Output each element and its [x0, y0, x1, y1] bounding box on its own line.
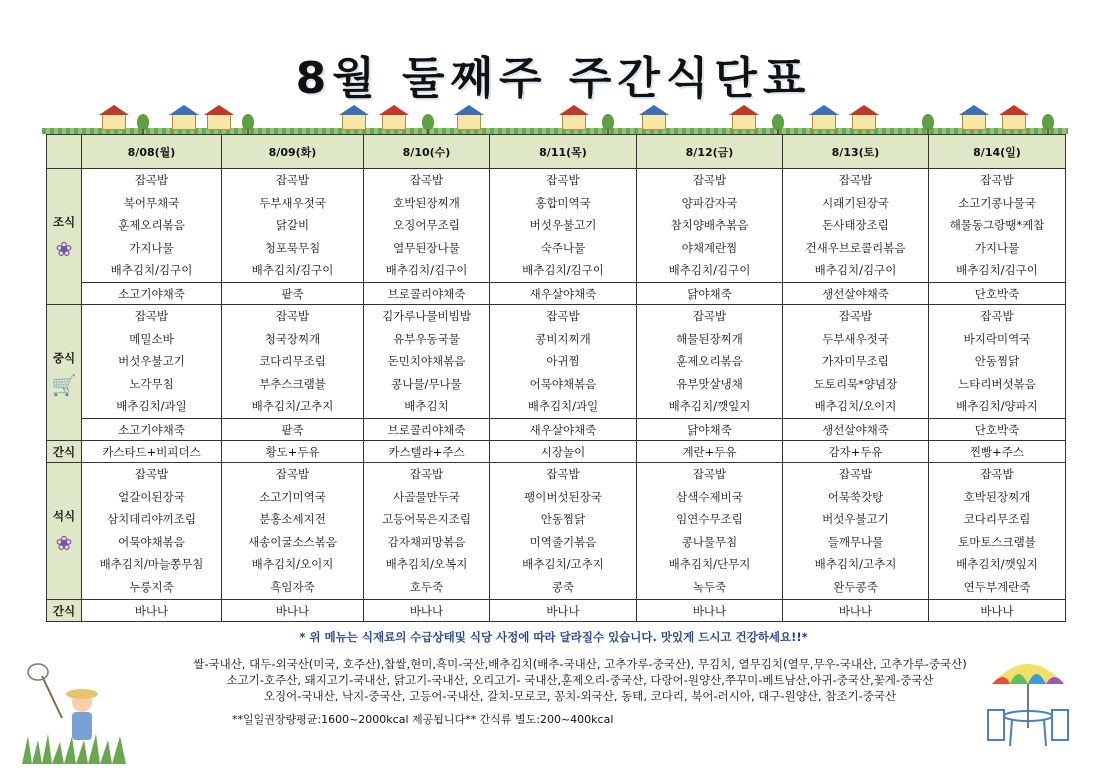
menu-item: 어묵야채볶음 — [529, 376, 597, 391]
house-decoration — [172, 114, 196, 130]
menu-item: 배추김치/고추지 — [814, 557, 897, 572]
menu-item: 배추김치/김구이 — [814, 263, 897, 278]
menu-cell — [222, 305, 364, 419]
menu-item: 잡곡밥 — [134, 467, 169, 481]
menu-cell — [364, 463, 490, 600]
menu-cell — [929, 600, 1066, 622]
village-decoration — [42, 104, 1068, 134]
menu-item: 느타리버섯볶음 — [958, 376, 1036, 391]
menu-cell — [637, 463, 783, 600]
menu-item: 훈제오리볶음 — [118, 218, 185, 233]
menu-row — [47, 463, 1066, 600]
menu-row — [47, 283, 1066, 305]
menu-cell — [364, 283, 490, 305]
menu-item: 흑임자죽 — [270, 579, 315, 594]
tree-decoration — [772, 114, 784, 130]
menu-row — [47, 419, 1066, 441]
house-decoration — [1002, 114, 1026, 130]
menu-item: 얼갈이된장국 — [118, 489, 185, 504]
menu-item: 배추김치/깻잎지 — [668, 399, 751, 414]
menu-cell — [222, 441, 364, 463]
menu-item: 유부맛살냉채 — [676, 376, 743, 391]
menu-cell — [929, 305, 1066, 419]
menu-item: 잡곡밥 — [980, 467, 1014, 481]
menu-item: 황도+두유 — [265, 444, 320, 459]
menu-item: 잡곡밥 — [275, 467, 310, 481]
menu-cell — [222, 283, 364, 305]
day-header: 8/13(토) — [783, 135, 929, 169]
page-title: 8월 둘째주 주간식단표 — [295, 53, 812, 104]
day-header: 8/14(일) — [929, 135, 1066, 169]
menu-item: 생선살야채죽 — [822, 286, 889, 301]
menu-item: 감자채피망볶음 — [387, 534, 466, 549]
menu-item: 바지락미역국 — [963, 331, 1031, 346]
house-decoration — [342, 114, 366, 130]
menu-cell — [82, 600, 222, 622]
menu-item: 임연수무조림 — [676, 512, 743, 527]
menu-item: 홍합미역국 — [535, 195, 591, 210]
menu-item: 가지나물 — [974, 240, 1020, 255]
house-decoration — [732, 114, 756, 130]
menu-item: 어묵야채볶음 — [118, 534, 185, 549]
menu-item: 브로콜리야채죽 — [387, 286, 466, 301]
menu-item: 바나나 — [546, 603, 580, 618]
menu-item: 바나나 — [692, 603, 727, 618]
menu-item: 토마토스크램블 — [958, 534, 1036, 549]
menu-cell — [783, 169, 929, 283]
menu-cell — [364, 600, 490, 622]
meal-label-cell — [47, 441, 82, 463]
day-header: 8/09(화) — [222, 135, 364, 169]
menu-row — [47, 441, 1066, 463]
menu-item: 소고기콩나물국 — [958, 195, 1036, 210]
menu-item: 카스텔라+주스 — [388, 444, 465, 459]
menu-item: 콩비지찌개 — [535, 331, 591, 346]
menu-item: 소고기미역국 — [259, 489, 326, 504]
menu-item: 부추스크램블 — [259, 376, 326, 391]
menu-item: 해물동그랑땡*케찹 — [949, 218, 1045, 233]
menu-item: 잡곡밥 — [692, 467, 727, 481]
menu-item: 잡곡밥 — [546, 173, 580, 187]
menu-item: 호박된장찌개 — [393, 195, 460, 210]
menu-item: 삼색수제비국 — [676, 489, 743, 504]
tree-decoration — [242, 114, 254, 130]
menu-cell — [637, 600, 783, 622]
menu-item: 배추김치/김구이 — [110, 263, 193, 278]
menu-item: 호두죽 — [409, 579, 444, 594]
menu-row — [47, 600, 1066, 622]
meal-label-cell — [47, 600, 82, 622]
menu-item: 잡곡밥 — [692, 173, 727, 187]
menu-item: 카스타드+비피더스 — [102, 444, 201, 459]
menu-item: 바나나 — [980, 603, 1014, 618]
menu-cell — [490, 463, 637, 600]
menu-cell — [637, 283, 783, 305]
day-header: 8/12(금) — [637, 135, 783, 169]
notice-text: * 위 메뉴는 식재료의 수급상태및 식당 사정에 따라 달라질수 있습니다. 맛있게 드시고 건강하세요!!* — [299, 630, 808, 644]
menu-item: 안동찜닭 — [974, 354, 1020, 369]
menu-item: 시장놀이 — [540, 444, 586, 459]
meal-label: 석식 — [52, 509, 76, 523]
menu-item: 잡곡밥 — [134, 309, 169, 323]
tree-decoration — [137, 114, 149, 130]
menu-item: 노각무침 — [129, 376, 174, 391]
menu-item: 닭야채죽 — [687, 286, 732, 301]
menu-item: 코다리무조림 — [963, 512, 1031, 527]
menu-item: 코다리무조림 — [259, 354, 326, 369]
menu-item: 잡곡밥 — [980, 309, 1014, 323]
menu-item: 배추김치/오복지 — [385, 557, 468, 572]
menu-cell — [783, 441, 929, 463]
menu-item: 들깨무나물 — [827, 534, 884, 549]
menu-item: 메밀소바 — [129, 331, 174, 346]
menu-cell — [490, 419, 637, 441]
farmer-illustration — [22, 656, 132, 764]
day-header-row — [47, 135, 1066, 169]
menu-item: 팥죽 — [281, 286, 304, 301]
menu-item: 잡곡밥 — [134, 173, 169, 187]
menu-item: 바나나 — [838, 603, 873, 618]
menu-item: 잡곡밥 — [409, 173, 444, 187]
weekly-menu-table — [46, 134, 1066, 622]
menu-item: 팽이버섯된장국 — [524, 489, 602, 504]
menu-item: 가지나물 — [129, 240, 174, 255]
kcal-note: **일일권장량평균:1600~2000kcal 제공됩니다** 간식류 별도:200~400kcal — [232, 713, 614, 726]
menu-item: 양파감자국 — [681, 195, 738, 210]
menu-cell — [82, 283, 222, 305]
tree-decoration — [1042, 114, 1054, 130]
house-decoration — [962, 114, 986, 130]
tree-decoration — [602, 114, 614, 130]
menu-item: 배추김치/김구이 — [522, 263, 604, 278]
menu-cell — [490, 441, 637, 463]
menu-item: 새우살야채죽 — [529, 286, 597, 301]
menu-item: 팥죽 — [281, 422, 304, 437]
menu-cell — [222, 600, 364, 622]
menu-item: 유부우동국물 — [393, 331, 460, 346]
menu-item: 사골물만두국 — [393, 489, 460, 504]
menu-item: 잡곡밥 — [546, 467, 580, 481]
menu-cell — [364, 419, 490, 441]
house-decoration — [382, 114, 406, 130]
menu-item: 콩죽 — [551, 579, 575, 594]
meal-label: 중식 — [52, 350, 76, 365]
menu-item: 두부새우젓국 — [259, 195, 326, 210]
menu-cell — [364, 305, 490, 419]
menu-cell — [637, 169, 783, 283]
menu-item: 연두부계란죽 — [963, 579, 1031, 594]
menu-cell — [490, 600, 637, 622]
menu-item: 가자미무조림 — [822, 354, 889, 369]
menu-item: 배추김치/오이지 — [814, 399, 897, 414]
house-decoration — [852, 114, 876, 130]
menu-cell — [82, 169, 222, 283]
menu-item: 훈제오리볶음 — [676, 354, 743, 369]
menu-item: 배추김치/고추지 — [522, 557, 604, 572]
menu-row — [47, 169, 1066, 283]
menu-item: 버섯우불고기 — [822, 512, 889, 527]
menu-item: 청포묵무침 — [264, 240, 321, 255]
day-header: 8/08(월) — [82, 135, 222, 169]
menu-item: 야채계란찜 — [681, 240, 738, 255]
menu-item: 삼치데리야끼조림 — [107, 512, 196, 527]
menu-item: 계란+두유 — [682, 444, 737, 459]
menu-cell — [783, 305, 929, 419]
meal-label: 간식 — [52, 444, 76, 459]
corner-cell — [47, 135, 82, 169]
house-decoration — [642, 114, 666, 130]
menu-item: 아귀찜 — [546, 354, 580, 369]
menu-item: 잡곡밥 — [838, 467, 873, 481]
meal-label-cell — [47, 169, 82, 305]
flower-icon: ❀ — [55, 531, 73, 555]
menu-item: 배추김치/김구이 — [956, 263, 1038, 278]
menu-cell — [637, 305, 783, 419]
menu-cell — [364, 441, 490, 463]
menu-item: 잡곡밥 — [838, 309, 873, 323]
menu-item: 소고기야채죽 — [118, 286, 185, 301]
menu-item: 소고기야채죽 — [118, 422, 185, 437]
menu-item: 두부새우젓국 — [822, 331, 889, 346]
menu-item: 해물된장찌개 — [676, 331, 743, 346]
house-decoration — [812, 114, 836, 130]
menu-item: 누룽지죽 — [129, 579, 174, 594]
menu-item: 잡곡밥 — [692, 309, 727, 323]
menu-item: 배추김치/단무지 — [668, 557, 751, 572]
menu-item: 배추김치/김구이 — [668, 263, 751, 278]
menu-item: 녹두죽 — [692, 579, 727, 594]
menu-item: 미역줄기볶음 — [529, 534, 597, 549]
menu-cell — [929, 463, 1066, 600]
menu-item: 콩나물/무나물 — [391, 376, 462, 391]
menu-cell — [82, 441, 222, 463]
menu-item: 분홍소세지전 — [259, 512, 326, 527]
menu-cell — [783, 600, 929, 622]
house-decoration — [562, 114, 586, 130]
menu-item: 북어무채국 — [123, 195, 180, 210]
menu-cell — [82, 419, 222, 441]
menu-item: 건새우브로콜리볶음 — [805, 240, 906, 255]
menu-cell — [783, 463, 929, 600]
menu-cell — [490, 283, 637, 305]
menu-item: 배추김치 — [404, 399, 449, 414]
menu-item: 시래기된장국 — [822, 195, 889, 210]
menu-item: 열무된장나물 — [393, 240, 460, 255]
menu-item: 안동찜닭 — [540, 512, 586, 527]
menu-item: 잡곡밥 — [980, 173, 1014, 187]
menu-item: 숙주나물 — [540, 240, 586, 255]
menu-item: 돈민치야채볶음 — [387, 354, 466, 369]
menu-cell — [222, 169, 364, 283]
menu-item: 도토리묵*양념장 — [813, 376, 898, 391]
menu-cell — [929, 419, 1066, 441]
menu-item: 배추김치/김구이 — [385, 263, 468, 278]
menu-item: 바나나 — [409, 603, 444, 618]
menu-item: 오징어무조림 — [393, 218, 460, 233]
menu-cell — [929, 283, 1066, 305]
menu-item: 생선살야채죽 — [822, 422, 889, 437]
menu-item: 새송이굴소스볶음 — [248, 534, 337, 549]
cart-icon: 🛒 — [51, 372, 77, 397]
menu-item: 배추김치/깻잎지 — [956, 557, 1038, 572]
menu-item: 배추김치/과일 — [527, 399, 599, 414]
day-header: 8/10(수) — [364, 135, 490, 169]
menu-item: 배추김치/김구이 — [251, 263, 334, 278]
origin-line-3: 오징어-국내산, 낙지-중국산, 고등어-국내산, 갈치-모로코, 꽁치-외국산, 동태, 코다리, 북어-러시아, 대구-원양산, 참조기-중국산 — [263, 689, 897, 703]
meal-label: 간식 — [52, 603, 76, 618]
flower-icon: ❀ — [55, 236, 73, 261]
menu-item: 잡곡밥 — [275, 173, 310, 187]
menu-item: 버섯우불고기 — [118, 354, 185, 369]
menu-cell — [222, 419, 364, 441]
house-decoration — [207, 114, 231, 130]
menu-item: 잡곡밥 — [275, 309, 310, 323]
meal-label: 조식 — [52, 214, 76, 229]
menu-item: 참치양배추볶음 — [670, 218, 749, 233]
menu-item: 감자+두유 — [828, 444, 883, 459]
menu-item: 어묵쑥갓탕 — [827, 489, 884, 504]
menu-item: 브로콜리야채죽 — [387, 422, 466, 437]
umbrella-table-illustration — [982, 650, 1074, 750]
menu-item: 배추김치/오이지 — [251, 557, 334, 572]
menu-cell — [222, 463, 364, 600]
menu-item: 단호박죽 — [974, 286, 1020, 301]
menu-item: 바나나 — [134, 603, 169, 618]
menu-item: 완두콩죽 — [833, 579, 878, 594]
origin-line-1: 쌀-국내산, 대두-외국산(미국, 호주산),찹쌀,현미,흑미-국산,배추김치(배추-국내산, 고추가루-중국산), 무김치, 열무김치(열무,무우-국내산, 고추가루-중국산) — [193, 657, 967, 671]
meal-label-cell — [47, 463, 82, 600]
menu-cell — [364, 169, 490, 283]
tree-decoration — [922, 114, 934, 130]
menu-cell — [637, 419, 783, 441]
menu-item: 버섯우불고기 — [529, 218, 597, 233]
menu-item: 배추김치/고추지 — [251, 399, 334, 414]
menu-item: 잡곡밥 — [546, 309, 580, 323]
menu-item: 고등어묵은지조림 — [382, 512, 471, 527]
menu-item: 배추김치/마늘쫑무침 — [99, 557, 204, 572]
menu-item: 닭야채죽 — [687, 422, 732, 437]
menu-cell — [929, 441, 1066, 463]
menu-item: 호박된장찌개 — [963, 489, 1031, 504]
house-decoration — [457, 114, 481, 130]
menu-row — [47, 305, 1066, 419]
house-decoration — [102, 114, 126, 130]
menu-item: 배추김치/양파지 — [956, 399, 1038, 414]
menu-item: 청국장찌개 — [264, 331, 321, 346]
menu-item: 찐빵+주스 — [969, 444, 1025, 459]
menu-item: 콩나물무침 — [681, 534, 738, 549]
menu-item: 배추김치/과일 — [116, 399, 187, 414]
menu-cell — [783, 283, 929, 305]
menu-item: 김가루나물비빔밥 — [382, 309, 471, 323]
menu-cell — [783, 419, 929, 441]
menu-item: 바나나 — [275, 603, 310, 618]
menu-item: 새우살야채죽 — [529, 422, 597, 437]
menu-cell — [82, 305, 222, 419]
origin-line-2: 소고기-호주산, 돼지고기-국내산, 닭고기-국내산, 오리고기- 국내산,훈제오리-중국산, 다랑어-원양산,쭈꾸미-베트남산,아귀-중국산,꽃게-중국산 — [226, 673, 934, 687]
menu-cell — [929, 169, 1066, 283]
menu-item: 단호박죽 — [974, 422, 1020, 437]
menu-item: 닭갈비 — [275, 218, 310, 233]
day-header: 8/11(목) — [490, 135, 637, 169]
menu-cell — [490, 305, 637, 419]
tree-decoration — [422, 114, 434, 130]
menu-cell — [82, 463, 222, 600]
menu-item: 돈사태장조림 — [822, 218, 889, 233]
meal-label-cell — [47, 305, 82, 441]
menu-cell — [637, 441, 783, 463]
menu-cell — [490, 169, 637, 283]
menu-item: 잡곡밥 — [409, 467, 444, 481]
menu-item: 잡곡밥 — [838, 173, 873, 187]
